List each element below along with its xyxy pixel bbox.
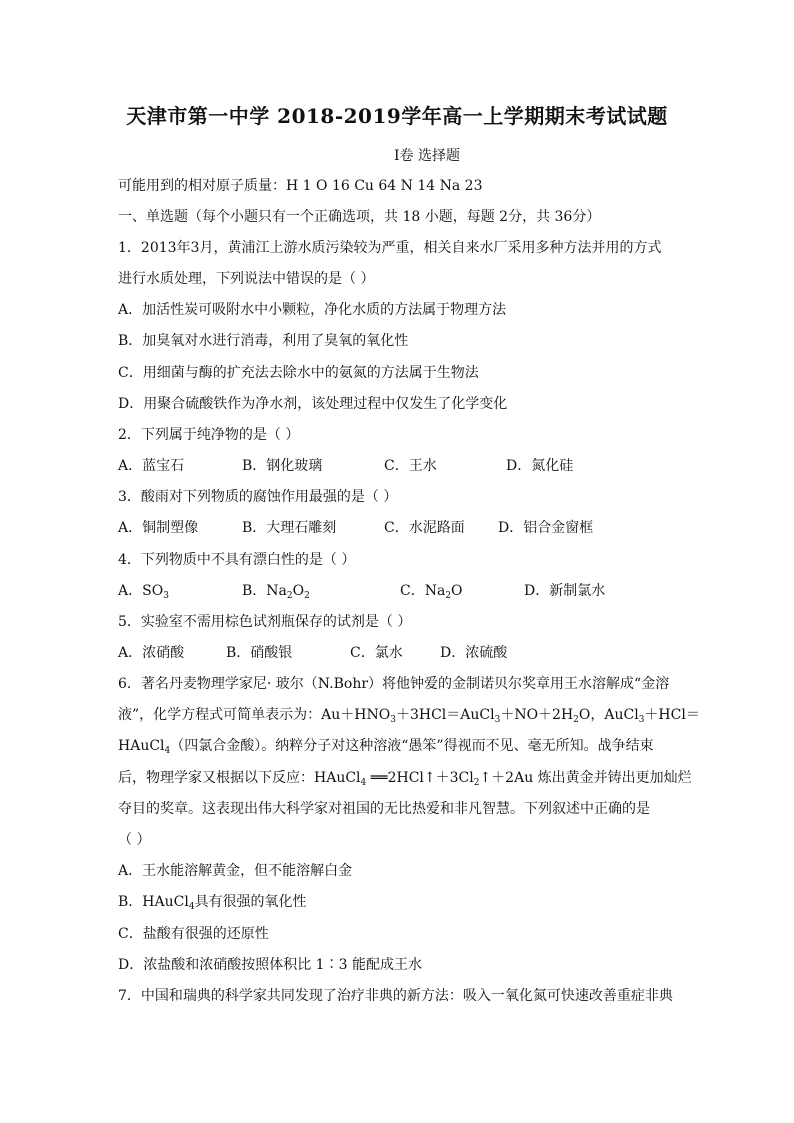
question-6-line-1: 6．著名丹麦物理学家尼· 玻尔（N.Bohr）将他钟爱的金制诺贝尔奖章用王水溶解成“金溶 — [118, 676, 670, 692]
question-4-option-b — [242, 582, 310, 605]
question-1-stem-line-2: 进行水质处理，下列说法中错误的是（ ） — [118, 271, 375, 287]
question-4-option-c-sub: 2 — [445, 591, 452, 601]
question-6-option-c: C．盐酸有很强的还原性 — [118, 926, 269, 942]
question-3-options — [118, 519, 683, 537]
q6-b-b: 具有很强的氧化性 — [194, 894, 307, 910]
q6-l4-sub-2: 2 — [473, 778, 480, 788]
question-1-stem-line-1: 1．2013年3月，黄浦江上游水质污染较为严重，相关自来水厂采用多种方法并用的方式 — [118, 240, 662, 256]
question-4-option-b-text: B．Na — [242, 583, 287, 599]
q6-l2-c: ＋NO＋2H — [500, 707, 574, 723]
q6-b-sub: 4 — [188, 902, 195, 912]
question-6-option-b — [118, 893, 683, 916]
question-5-stem: 5．实验室不需用棕色试剂瓶保存的试剂是（ ） — [118, 614, 412, 630]
question-2-option-a: A．蓝宝石 — [118, 458, 185, 474]
question-4-options — [118, 582, 683, 600]
question-4-option-c — [400, 582, 463, 605]
question-1-option-d: D．用聚合硫酸铁作为净水剂，该处理过程中仅发生了化学变化 — [118, 396, 508, 412]
question-1-option-a: A．加活性炭可吸附水中小颗粒，净化水质的方法属于物理方法 — [118, 302, 507, 318]
q6-l4-b: ══2HCl↑＋3Cl — [366, 770, 474, 786]
question-4-option-c-text: C．Na — [400, 583, 446, 599]
q6-l3-sub-1: 4 — [164, 746, 171, 756]
question-3-stem: 3．酸雨对下列物质的腐蚀作用最强的是（ ） — [118, 489, 398, 505]
question-6-line-3 — [118, 737, 683, 760]
atomic-mass-note: 可能用到的相对原子质量：H 1 O 16 Cu 64 N 14 Na 23 — [118, 178, 483, 194]
question-5-option-b: B．硝酸银 — [226, 645, 293, 661]
q6-l2-b: ＋3HCl＝AuCl — [395, 707, 495, 723]
question-5-option-c: C．氯水 — [350, 645, 403, 661]
question-4-option-b-mid: O — [292, 583, 305, 599]
q6-l2-sub-2: 3 — [494, 715, 501, 725]
question-4-option-c-suffix: O — [451, 583, 463, 599]
q6-l2-d: O，AuCl — [578, 707, 639, 723]
question-5-options — [118, 644, 683, 662]
question-4-option-d: D．新制氯水 — [524, 583, 606, 599]
question-6-line-6: （ ） — [118, 832, 151, 848]
question-4-option-a-text: A．SO — [118, 583, 164, 599]
question-1-option-c: C．用细菌与酶的扩充法去除水中的氨氮的方法属于生物法 — [118, 365, 479, 381]
question-6-option-a: A．王水能溶解黄金，但不能溶解白金 — [118, 863, 353, 879]
question-6-line-5: 夺目的奖章。这表现出伟大科学家对祖国的无比热爱和非凡智慧。下列叙述中正确的是 — [118, 801, 650, 817]
question-1-option-b: B．加臭氧对水进行消毒，利用了臭氧的氧化性 — [118, 333, 409, 349]
q6-l2-a: 液”，化学方程式可简单表示为：Au＋HNO — [118, 707, 391, 723]
question-6-line-2 — [118, 706, 700, 729]
question-2-options — [118, 457, 683, 475]
question-3-option-a: A．铜制塑像 — [118, 520, 199, 536]
q6-b-a: B．HAuCl — [118, 894, 189, 910]
question-4-stem: 4．下列物质中不具有漂白性的是（ ） — [118, 552, 356, 568]
q6-l4-a: 后，物理学家又根据以下反应：HAuCl — [118, 770, 361, 786]
question-3-option-b: B．大理石雕刻 — [242, 520, 337, 536]
question-6-line-4 — [118, 769, 692, 792]
q6-l2-sub-4: 3 — [638, 715, 645, 725]
question-2-option-d: D．氮化硅 — [506, 458, 574, 474]
question-5-option-d: D．浓硫酸 — [440, 645, 508, 661]
question-7-line-1: 7．中国和瑞典的科学家共同发现了治疗非典的新方法：吸入一氧化氮可快速改善重症非典 — [118, 988, 673, 1004]
q6-l3-b: （四氯合金酸）。纳粹分子对这种溶液“愚笨”得视而不见、毫无所知。战争结束 — [170, 738, 654, 754]
q6-l2-e: ＋HCl＝ — [644, 707, 700, 723]
page-title: 天津市第一中学 2018-2019学年高一上学期期末考试试题 — [126, 104, 668, 128]
question-4-option-a — [118, 582, 169, 605]
question-2-stem: 2．下列属于纯净物的是（ ） — [118, 427, 300, 443]
part-one-heading: 一、单选题（每个小题只有一个正确选项，共 18 小题，每题 2分，共 36分） — [118, 209, 601, 225]
question-4-option-b-sub-2: 2 — [304, 591, 310, 601]
question-5-option-a: A．浓硝酸 — [118, 645, 185, 661]
q6-l4-c: ↑＋2Au 炼出黄金并铸出更加灿烂 — [479, 770, 692, 786]
section-heading: Ⅰ卷 选择题 — [394, 148, 460, 164]
question-2-option-b: B．钢化玻璃 — [242, 458, 323, 474]
question-3-option-c: C．水泥路面 — [384, 520, 465, 536]
q6-l4-sub-1: 4 — [360, 778, 367, 788]
question-6-option-d: D．浓盐酸和浓硝酸按照体积比 1∶3 能配成王水 — [118, 957, 422, 973]
q6-l2-sub-3: 2 — [573, 715, 579, 725]
q6-l2-sub-1: 3 — [390, 715, 396, 725]
question-2-option-c: C．王水 — [384, 458, 437, 474]
question-3-option-d: D．铝合金窗框 — [498, 520, 594, 536]
q6-l3-a: HAuCl — [118, 738, 165, 754]
question-4-option-a-sub: 3 — [163, 591, 169, 601]
question-4-option-b-sub-1: 2 — [286, 591, 293, 601]
